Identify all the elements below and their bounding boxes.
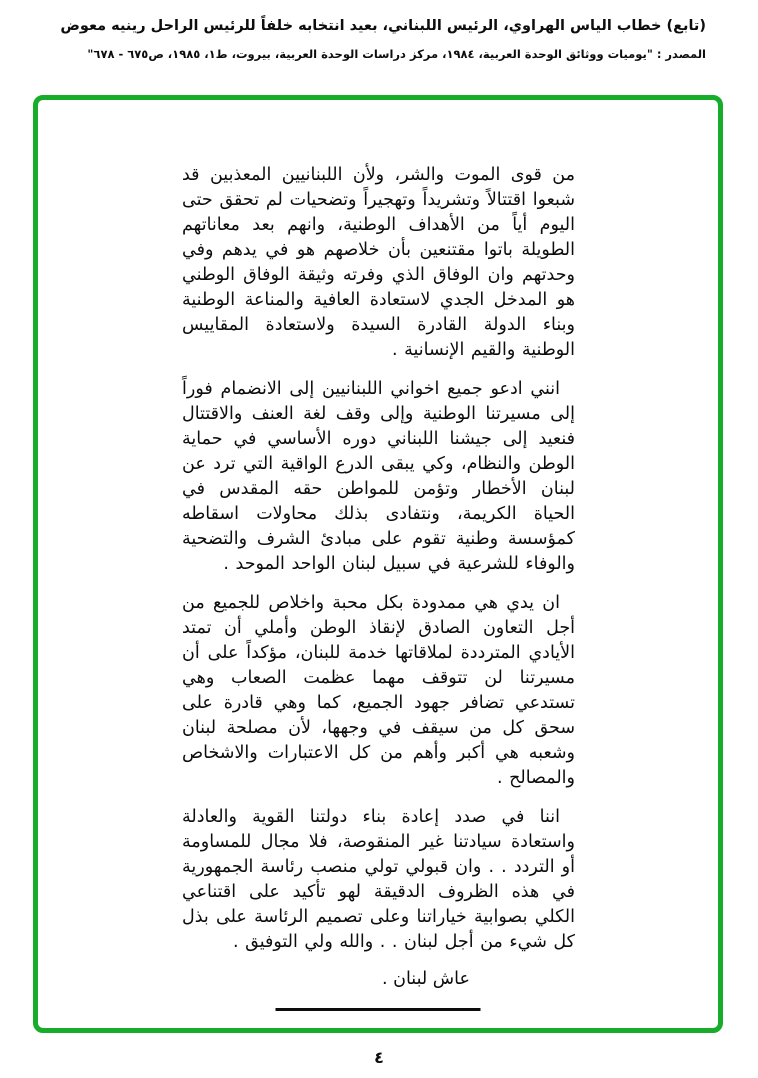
document-title: (تابع) خطاب الياس الهراوي، الرئيس اللبناني، بعيد انتخابه خلفاً للرئيس الراحل رينيه معوض (60, 18, 706, 34)
paragraph-3: ان يدي هي ممدودة بكل محبة واخلاص للجميع من أجل التعاون الصادق لإنقاذ الوطن وأملي أن تمتد الأيادي المترددة لملاقاتها خدمة للبنان، مؤكداً على أن مسيرتنا لن تتوقف مهما عظمت الصعاب وهي تستدعي تضافر جهود الجميع، كما وهي قادرة على سحق كل من سيقف في وجهها، لأن مصلحة لبنان وشعبه هي أكبر وأهم من كل الاعتبارات والاشخاص والمصالح . (182, 593, 575, 788)
paragraph-4: اننا في صدد إعادة بناء دولتنا القوية والعادلة واستعادة سيادتنا غير المنقوصة، فلا مجال للمساومة أو التردد . . وان قبولي تولي منصب رئاسة الجمهورية في هذه الظروف الدقيقة لهو تأكيد على اقتناعي الكلي بصوابية خياراتنا وعلى تصميم الرئاسة على بذل كل شيء من أجل لبنان . . والله ولي التوفيق . (182, 807, 575, 952)
page-header (60, 16, 706, 61)
page-number: ٤ (374, 1048, 384, 1067)
green-border-frame (33, 95, 723, 1033)
source-citation: المصدر : "يوميات ووثائق الوحدة العربية، ١٩٨٤، مركز دراسات الوحدة العربية، بيروت، ط١، ١٩٨٥، ص٦٧٥ - ٦٧٨" (87, 46, 706, 61)
paragraph-2: انني ادعو جميع اخواني اللبنانيين إلى الانضمام فوراً إلى مسيرتنا الوطنية وإلى وقف لغة العنف والاقتتال فنعيد إلى جيشنا اللبناني دوره الأساسي في حماية الوطن والنظام، وكي يبقى الدرع الواقية التي ترد عن لبنان الأخطار وتؤمن للمواطن حقه المقدس في الحياة الكريمة، ونتفادى بذلك محاولات اسقاطه كمؤسسة وطنية تقوم على مبادئ الشرف والتضحية والوفاء للشرعية في سبيل لبنان الواحد الموحد . (182, 379, 575, 574)
speech-text-block (182, 163, 575, 992)
closing-phrase: عاش لبنان . (382, 969, 470, 989)
bottom-divider-rule (276, 1008, 481, 1011)
paragraph-1: من قوى الموت والشر، ولأن اللبنانيين المعذبين قد شبعوا اقتتالاً وتشريداً وتهجيراً وتضحيات لم تحقق حتى اليوم أياً من الأهداف الوطنية، وانهم بعد معاناتهم الطويلة باتوا مقتنعين بأن خلاصهم هو في يدهم وفي وحدتهم وان الوفاق الذي وفرته وثيقة الوفاق الوطني هو المدخل الجدي لاستعادة العافية والمناعة الوطنية وبناء الدولة القادرة السيدة ولاستعادة المقاييس الوطنية والقيم الإنسانية . (182, 165, 575, 360)
